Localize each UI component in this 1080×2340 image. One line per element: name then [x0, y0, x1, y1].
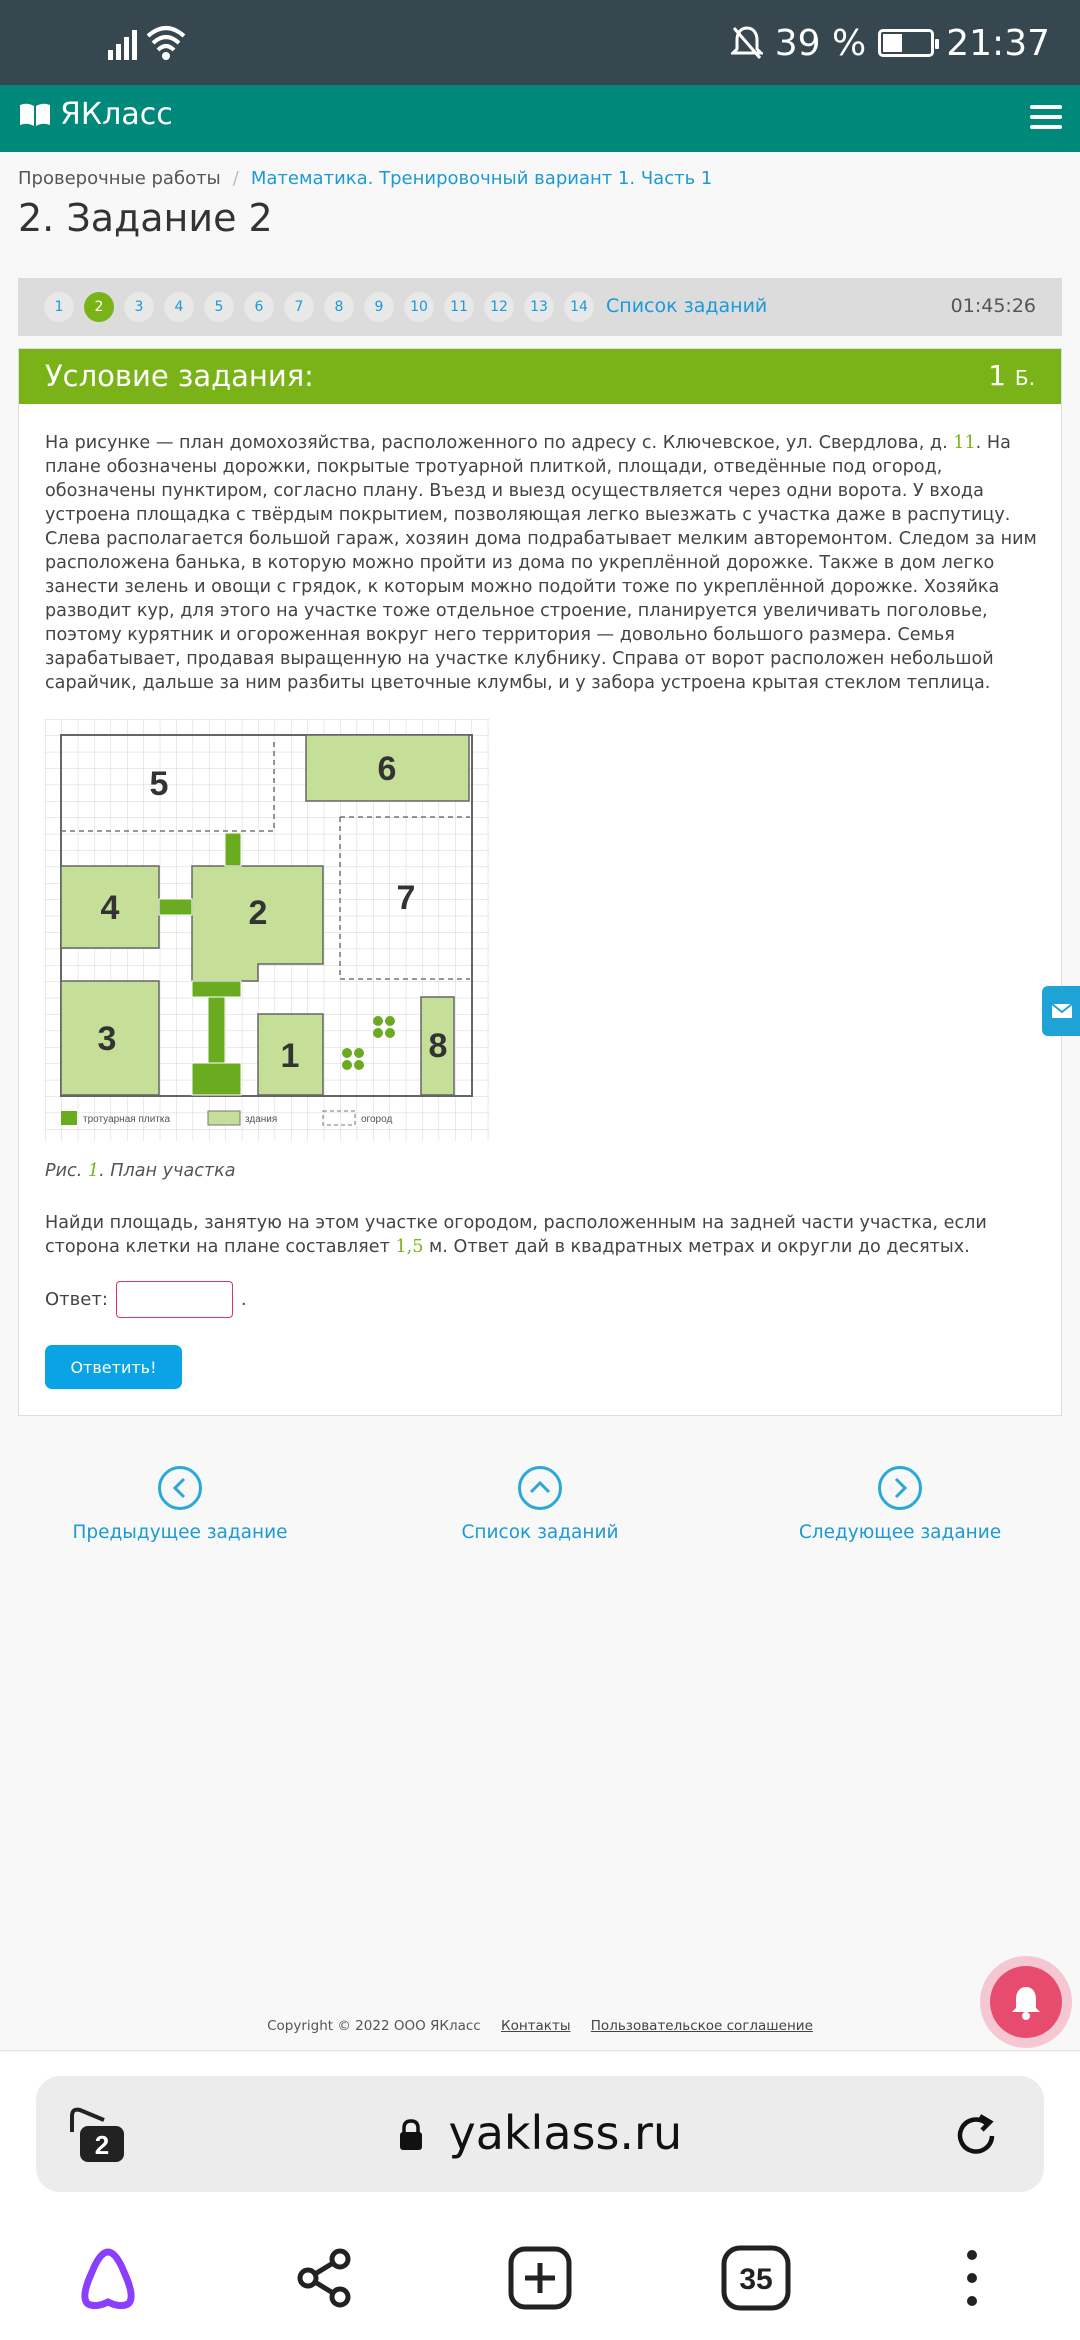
battery-percent: 39 % — [774, 22, 867, 64]
timer: 01:45:26 — [950, 295, 1036, 317]
condition-title: Условие задания: — [45, 359, 314, 393]
task-pagination — [0, 1466, 1080, 1556]
legend-tile: тротуарная плитка — [83, 1114, 171, 1125]
submit-button[interactable]: Ответить! — [45, 1345, 182, 1389]
plan-label: 4 — [100, 889, 120, 927]
signal-wifi-icon — [108, 22, 188, 62]
answer-input[interactable] — [116, 1281, 233, 1318]
alice-icon[interactable] — [72, 2242, 144, 2314]
task-list-link[interactable]: Список заданий — [606, 295, 768, 317]
task-number-2[interactable]: 2 — [84, 292, 114, 322]
answer-label: Ответ: — [45, 1289, 108, 1310]
figure-prefix: Рис. — [45, 1161, 88, 1181]
task-text-part: На рисунке — план домохозяйства, расположенного по адресу с. Ключевское, ул. Свердлова, д. — [45, 433, 954, 453]
agreement-link[interactable]: Пользовательское соглашение — [590, 2018, 813, 2034]
share-icon[interactable] — [288, 2242, 360, 2314]
question-text — [45, 1211, 1045, 1259]
logo[interactable] — [18, 97, 173, 132]
plan-label: 2 — [248, 894, 268, 932]
page-title: 2. Задание 2 — [18, 196, 273, 240]
new-tab-icon[interactable] — [504, 2242, 576, 2314]
footer — [0, 2018, 1080, 2034]
clock: 21:37 — [946, 22, 1050, 64]
chevron-right-icon — [878, 1466, 922, 1510]
task-card — [18, 348, 1062, 1416]
task-number-3[interactable]: 3 — [124, 292, 154, 322]
task-number-8[interactable]: 8 — [324, 292, 354, 322]
lock-icon — [398, 2119, 424, 2151]
chevron-left-icon — [158, 1466, 202, 1510]
points — [988, 359, 1035, 392]
battery-icon — [878, 29, 934, 57]
legend-building: здания — [245, 1114, 278, 1125]
browser-bottom-nav — [0, 2224, 1080, 2324]
copyright: Copyright © 2022 ООО ЯКласс — [267, 2018, 481, 2034]
breadcrumb-root[interactable]: Проверочные работы — [18, 168, 221, 189]
status-bar — [0, 0, 1080, 85]
browser-toolbar — [0, 2052, 1080, 2340]
tabs-overview-icon[interactable] — [720, 2242, 792, 2314]
task-number-list — [44, 292, 594, 322]
breadcrumb-separator: / — [232, 168, 239, 189]
task-number-10[interactable]: 10 — [404, 292, 434, 322]
prev-task-label: Предыдущее задание — [72, 1522, 288, 1543]
points-value: 1 — [988, 359, 1007, 392]
answer-suffix: . — [240, 1289, 247, 1310]
question-part: м. Ответ дай в квадратных метрах и округли до десятых. — [423, 1237, 970, 1257]
task-number-1[interactable]: 1 — [44, 292, 74, 322]
url-text: yaklass.ru — [448, 2106, 683, 2160]
task-list-label: Список заданий — [461, 1522, 619, 1543]
question-part: Найди площадь, занятую на этом участке огородом, расположенным на задней части участка, если сторона клетки на плане составляет — [45, 1213, 987, 1257]
mail-icon — [1042, 986, 1080, 1036]
plan-label: 7 — [396, 879, 416, 917]
plan-label: 6 — [377, 750, 397, 788]
task-card-header — [19, 349, 1061, 404]
task-number-12[interactable]: 12 — [484, 292, 514, 322]
more-menu-icon[interactable] — [936, 2242, 1008, 2314]
tabs-count: 2 — [94, 2130, 110, 2160]
task-navigation-bar — [18, 278, 1062, 336]
address-bar[interactable] — [36, 2076, 1044, 2192]
open-tabs-count: 35 — [739, 2263, 773, 2296]
task-number-14[interactable]: 14 — [564, 292, 594, 322]
notification-button[interactable] — [980, 1956, 1072, 2048]
contacts-link[interactable]: Контакты — [501, 2018, 571, 2034]
answer-row — [45, 1281, 247, 1318]
reload-icon[interactable] — [948, 2108, 1004, 2164]
prev-task-link[interactable] — [40, 1466, 320, 1543]
book-icon — [18, 102, 52, 128]
feedback-tab[interactable] — [1042, 986, 1080, 1036]
task-number-5[interactable]: 5 — [204, 292, 234, 322]
plan-label: 3 — [97, 1020, 117, 1058]
next-task-label: Следующее задание — [798, 1522, 1002, 1543]
plan-label: 8 — [428, 1027, 448, 1065]
divider — [0, 2050, 1080, 2051]
task-number-7[interactable]: 7 — [284, 292, 314, 322]
task-list-nav-link[interactable] — [400, 1466, 680, 1543]
legend-garden: огород — [361, 1114, 393, 1125]
house-number: 11 — [953, 433, 976, 453]
task-number-13[interactable]: 13 — [524, 292, 554, 322]
task-number-6[interactable]: 6 — [244, 292, 274, 322]
next-task-link[interactable] — [760, 1466, 1040, 1543]
url-display[interactable] — [36, 2106, 1044, 2160]
bell-icon — [1008, 1983, 1044, 2021]
plan-label: 1 — [280, 1037, 300, 1075]
chevron-up-icon — [518, 1466, 562, 1510]
bell-mute-icon — [731, 25, 763, 61]
logo-text: ЯКласс — [60, 97, 173, 132]
breadcrumb — [18, 168, 712, 189]
task-text — [45, 431, 1045, 695]
figure-number: 1 — [87, 1161, 100, 1181]
task-number-9[interactable]: 9 — [364, 292, 394, 322]
figure-suffix: . План участка — [99, 1161, 236, 1181]
points-unit: Б. — [1014, 366, 1035, 390]
site-plan-image — [45, 719, 489, 1141]
menu-icon[interactable] — [1030, 105, 1062, 131]
task-number-11[interactable]: 11 — [444, 292, 474, 322]
cell-side-value: 1,5 — [395, 1237, 424, 1257]
task-number-4[interactable]: 4 — [164, 292, 194, 322]
breadcrumb-current[interactable]: Математика. Тренировочный вариант 1. Часть 1 — [250, 168, 713, 189]
task-text-part: . На плане обозначены дорожки, покрытые тротуарной плиткой, площади, отведённые под огород, обозначены пунктиром, согласно плану. Въезд и выезд осуществляется через одни ворота. У входа устроена площадка с твёрдым покрытием, позволяющая легко выезжать с участка даже в распутицу. Слева располагается большой гараж, хозяин дома подрабатывает мелким авторемонтом. Следом за ним расположена банька, в которую можно пройти из дома по укреплённой дорожке. Также в дом легко занести зелень и овощи с грядок, к которым можно подойти тоже по укреплённой дорожке. Хозяйка разводит кур, для этого на участке тоже отдельное строение, планируется увеличивать поголовье, поэтому курятник и огороженная вокруг него территория — довольно большого размера. Семья зарабатывает, продавая выращенную на участке клубнику. Справа от ворот расположен небольшой сарайчик, дальше за ним разбиты цветочные клумбы, и у забора устроена крытая стеклом теплица. — [45, 433, 1037, 693]
plan-label: 5 — [149, 765, 169, 803]
figure-caption — [45, 1161, 236, 1181]
site-header — [0, 85, 1080, 152]
